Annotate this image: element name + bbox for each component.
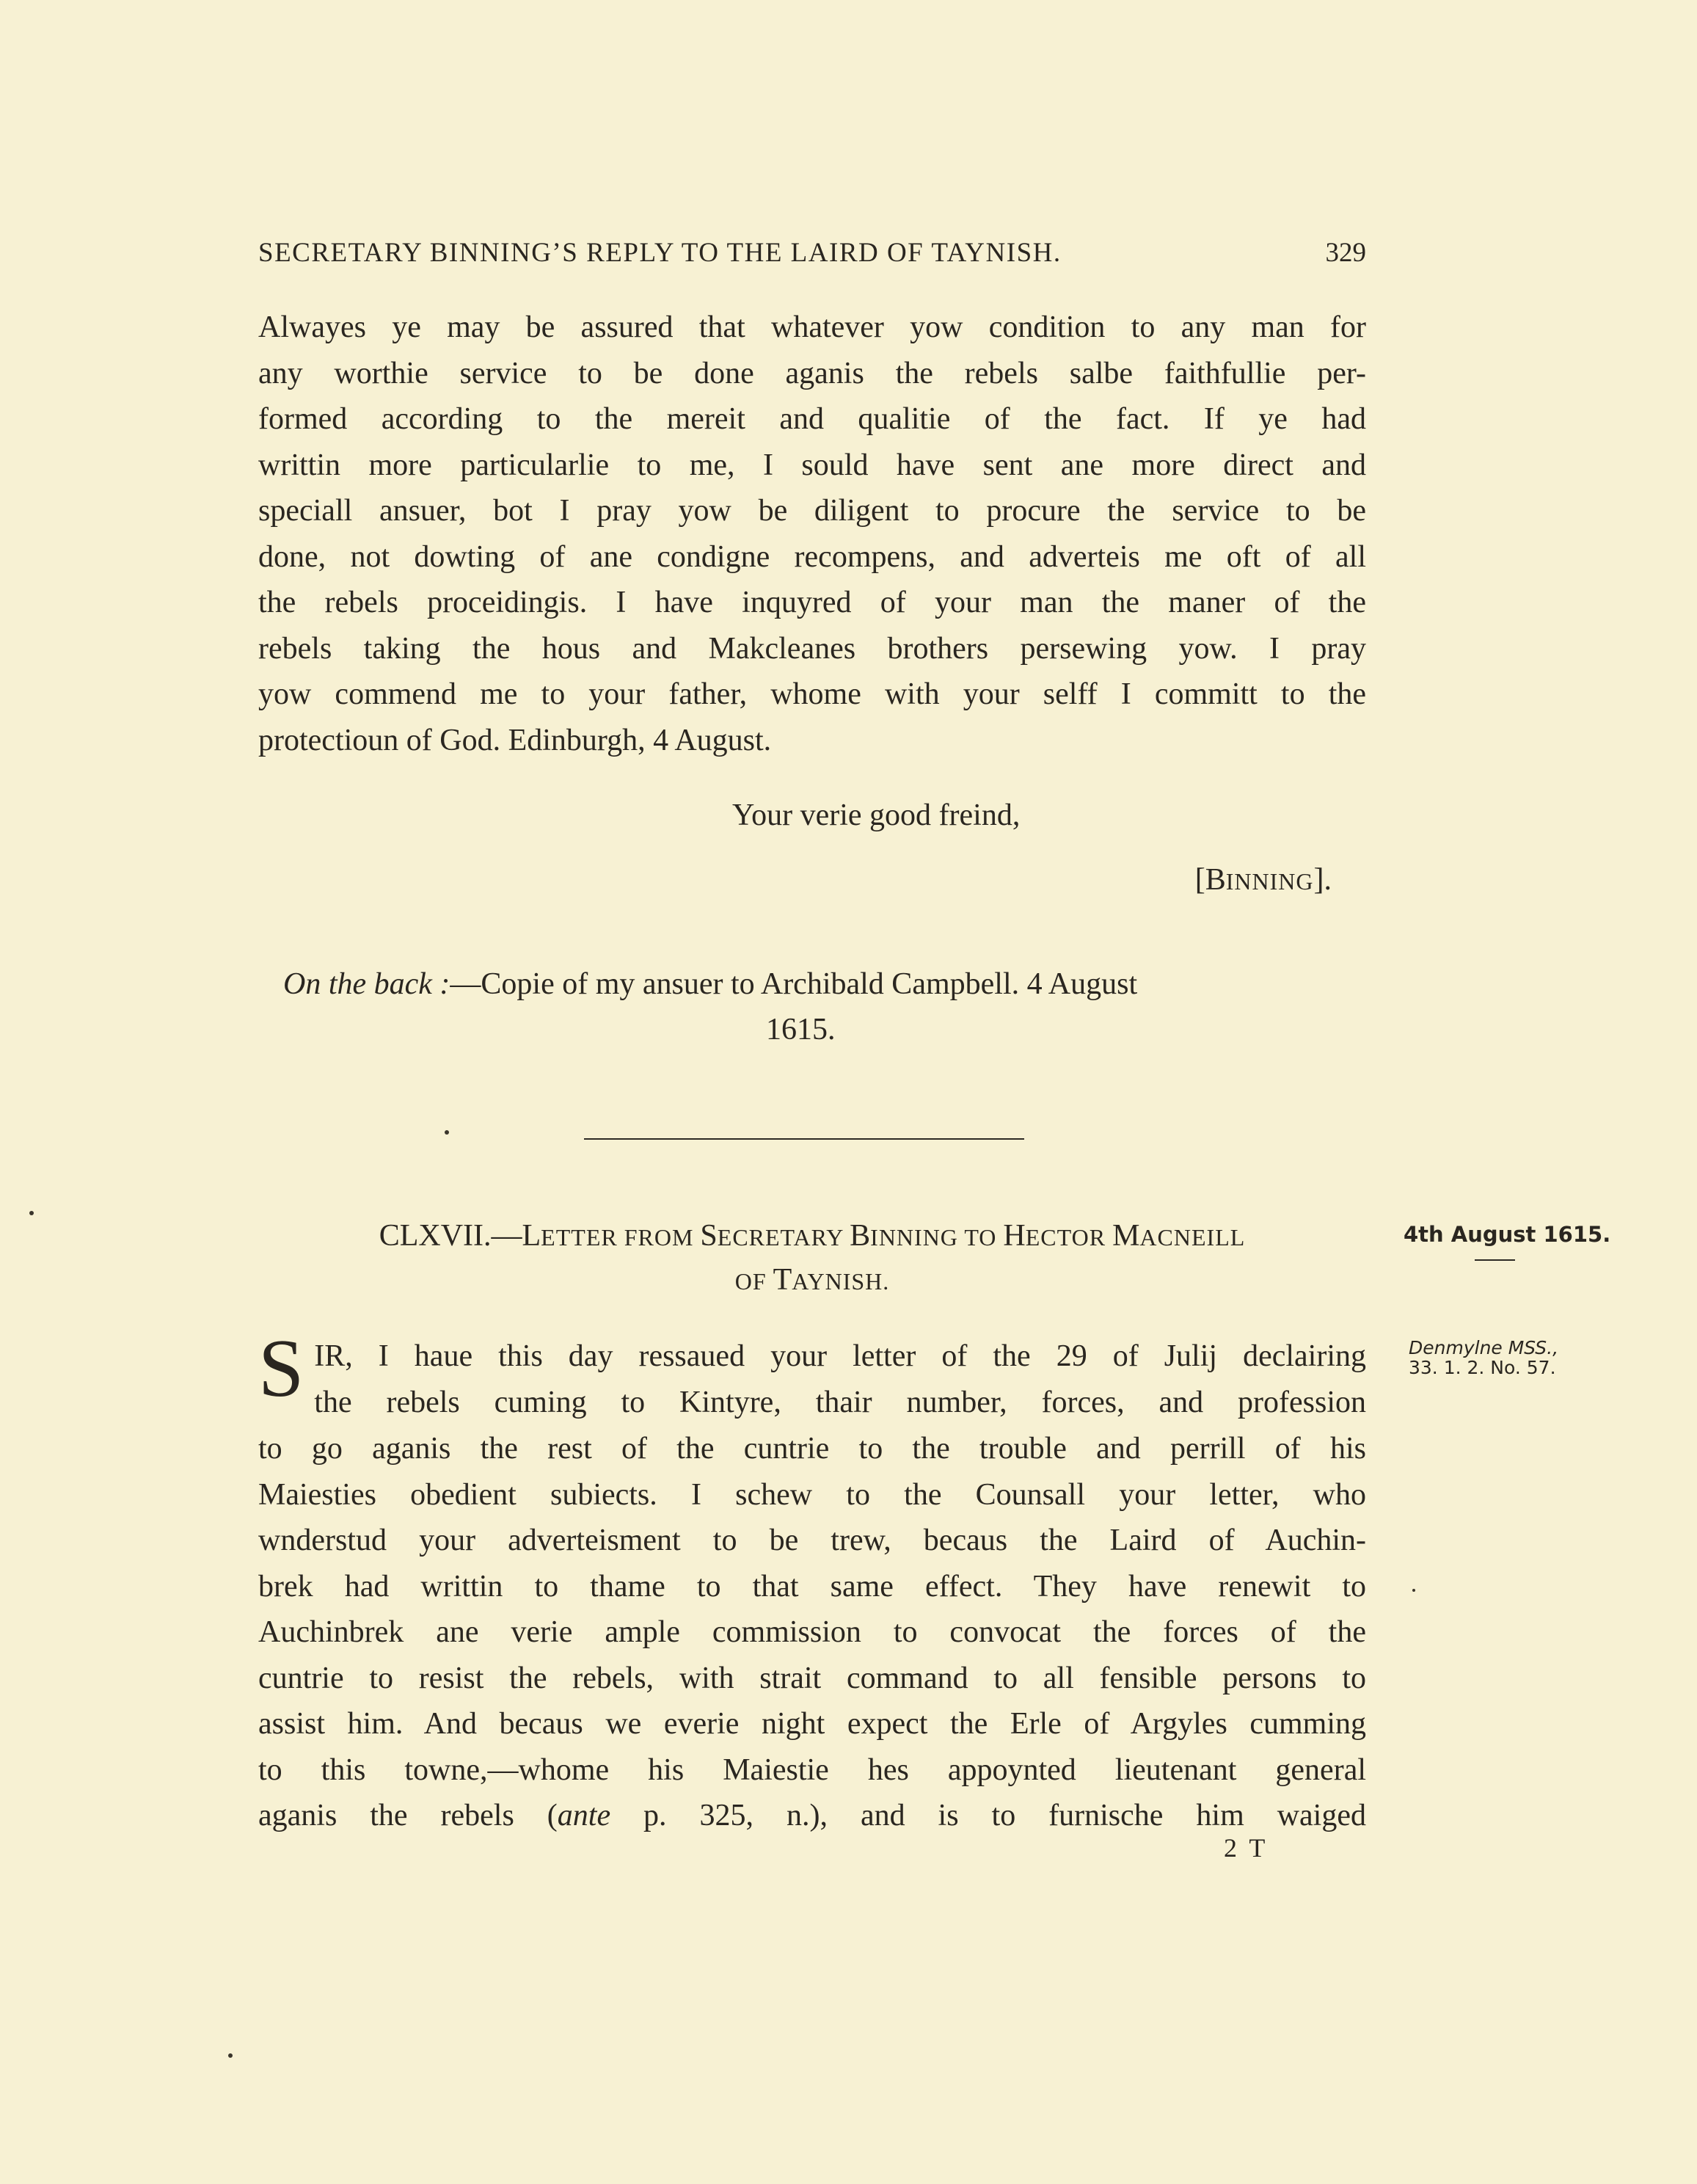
- text-line: rebels taking the hous and Makcleanes brothers persewing yow. I pray: [258, 631, 1366, 666]
- letter-body: [258, 1323, 1366, 1839]
- text-line: aganis the rebels (ante p. 325, n.), and is to furnische him waiged: [258, 1799, 1366, 1832]
- letter-body-continued: [258, 305, 1366, 763]
- text-line: writtin more particularlie to me, I sould have sent ane more direct and: [258, 448, 1366, 482]
- margin-date: 4th August 1615.: [1404, 1222, 1611, 1247]
- endorsement-text: —Copie of my ansuer to Archibald Campbell. 4 August: [450, 967, 1138, 1001]
- text-line: speciall ansuer, bot I pray yow be diligent to procure the service to be: [258, 494, 1366, 528]
- letter-heading: CLXVII.—LETTER FROM SECRETARY BINNING TO HECTOR MACNEILL OF TAYNISH.: [379, 1219, 1246, 1297]
- section-divider: [584, 1138, 1024, 1140]
- text-line: brek had writtin to thame to that same effect. They have renewit to: [258, 1569, 1366, 1604]
- text-line: assist him. And becaus we everie night expect the Erle of Argyles cumming: [258, 1707, 1366, 1741]
- paper-speck: [445, 1130, 449, 1135]
- margin-source: [1409, 1338, 1558, 1377]
- text-line: the rebels proceidingis. I have inquyred of your man the maner of the: [258, 586, 1366, 619]
- text-line: to go aganis the rest of the cuntrie to the trouble and perrill of his: [258, 1432, 1366, 1466]
- source-title: Denmylne MSS.,: [1409, 1337, 1559, 1358]
- text-line: IR, I haue this day ressaued your letter of the 29 of Julij declairing: [314, 1339, 1366, 1373]
- text-line: Auchinbrek ane verie ample commission to convocat the forces of the: [258, 1615, 1366, 1649]
- letter-signature: [BINNING].: [1194, 863, 1332, 897]
- text-line: protectioun of God. Edinburgh, 4 August.: [258, 723, 772, 757]
- text-line: any worthie service to be done aganis the rebels salbe faithfullie per-: [258, 356, 1366, 390]
- running-title: SECRETARY BINNING’S REPLY TO THE LAIRD OF TAYNISH.: [258, 238, 1062, 268]
- text-line: Maiesties obedient subiects. I schew to the Counsall your letter, who: [258, 1477, 1366, 1512]
- text-line: yow commend me to your father, whome with your selff I committ to the: [258, 677, 1366, 711]
- text-line: formed according to the mereit and qualitie of the fact. If ye had: [258, 402, 1366, 436]
- margin-date-rule: [1475, 1259, 1515, 1261]
- endorsement-label: On the back :: [283, 967, 450, 1001]
- endorsement-year: 1615.: [766, 1013, 836, 1046]
- source-reference: 33. 1. 2. No. 57.: [1409, 1357, 1556, 1378]
- drop-cap: S: [258, 1323, 304, 1414]
- text-line: to this towne,—whome his Maiestie hes appoynted lieutenant general: [258, 1752, 1366, 1787]
- endorsement: [283, 961, 1347, 1052]
- paper-speck: [1412, 1589, 1415, 1592]
- page-header: [258, 237, 1366, 274]
- text-line: done, not dowting of ane condigne recompens, and adverteis me oft of all: [258, 539, 1366, 574]
- paper-speck: [29, 1211, 34, 1215]
- text-line: the rebels cuming to Kintyre, thair number, forces, and profession: [314, 1385, 1366, 1419]
- text-line: cuntrie to resist the rebels, with strait command to all fensible persons to: [258, 1661, 1366, 1695]
- printer-signature-mark: 2 T: [1224, 1833, 1269, 1863]
- text-line: wnderstud your adverteisment to be trew, becaus the Laird of Auchin-: [258, 1524, 1366, 1557]
- page-number: 329: [1325, 238, 1366, 268]
- letter-closing: Your verie good freind,: [732, 798, 1021, 832]
- text-line: Alwayes ye may be assured that whatever yow condition to any man for: [258, 310, 1366, 344]
- paper-speck: [228, 2053, 233, 2058]
